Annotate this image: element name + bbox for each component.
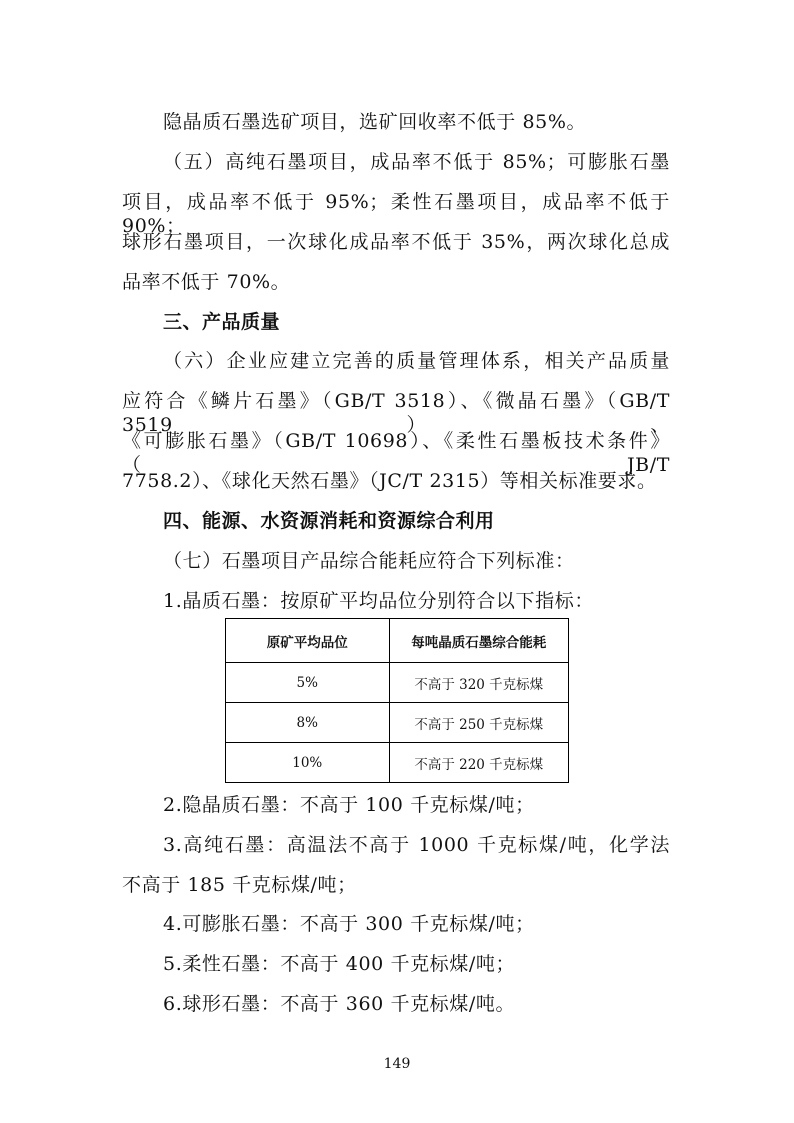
paragraph-line: 5.柔性石墨：不高于 400 千克标煤/吨；	[163, 953, 516, 975]
paragraph-line: 不高于 185 千克标煤/吨；	[122, 874, 357, 896]
table-cell-consumption: 不高于 320 千克标煤	[389, 663, 568, 703]
paragraph-line: （七）石墨项目产品综合能耗应符合下列标准：	[163, 550, 575, 572]
table-cell-grade: 8%	[226, 703, 390, 743]
table-cell-grade: 5%	[226, 663, 390, 703]
table-row	[226, 743, 569, 783]
paragraph-line: 《可膨胀石墨》（GB/T 10698）、《柔性石墨板技术条件》（JB/T	[122, 430, 670, 476]
energy-consumption-table	[225, 618, 569, 783]
paragraph-line: 应符合《鳞片石墨》（GB/T 3518）、《微晶石墨》（GB/T 3519）、	[122, 390, 670, 436]
paragraph-line: 4.可膨胀石墨：不高于 300 千克标煤/吨；	[163, 913, 535, 935]
table-cell-grade: 10%	[226, 743, 390, 783]
paragraph-line: 隐晶质石墨选矿项目，选矿回收率不低于 85%。	[163, 111, 587, 133]
section-heading: 四、能源、水资源消耗和资源综合利用	[163, 510, 495, 532]
paragraph-line: 7758.2）、《球化天然石墨》（JC/T 2315）等相关标准要求。	[122, 470, 657, 492]
table-row	[226, 703, 569, 743]
paragraph-line: 球形石墨项目，一次球化成品率不低于 35%，两次球化总成	[122, 231, 670, 253]
table-header-cell: 原矿平均品位	[226, 619, 390, 663]
table-cell-consumption: 不高于 250 千克标煤	[389, 703, 568, 743]
paragraph-line: 6.球形石墨：不高于 360 千克标煤/吨。	[163, 993, 516, 1015]
section-heading: 三、产品质量	[163, 311, 281, 333]
paragraph-line: 2.隐晶质石墨：不高于 100 千克标煤/吨；	[163, 794, 535, 816]
table-row	[226, 663, 569, 703]
page-number: 149	[383, 1056, 411, 1072]
paragraph-line: 3.高纯石墨：高温法不高于 1000 千克标煤/吨，化学法	[163, 834, 670, 856]
paragraph-line: （六）企业应建立完善的质量管理体系，相关产品质量	[163, 350, 670, 372]
table-cell-consumption: 不高于 220 千克标煤	[389, 743, 568, 783]
paragraph-line: （五）高纯石墨项目，成品率不低于 85%；可膨胀石墨	[163, 151, 670, 173]
table-header-cell: 每吨晶质石墨综合能耗	[389, 619, 568, 663]
paragraph-line: 品率不低于 70%。	[122, 271, 291, 293]
table-header-row	[226, 619, 569, 663]
paragraph-line: 项目，成品率不低于 95%；柔性石墨项目，成品率不低于 90%；	[122, 191, 670, 237]
paragraph-line: 1.晶质石墨：按原矿平均品位分别符合以下指标：	[163, 590, 594, 612]
